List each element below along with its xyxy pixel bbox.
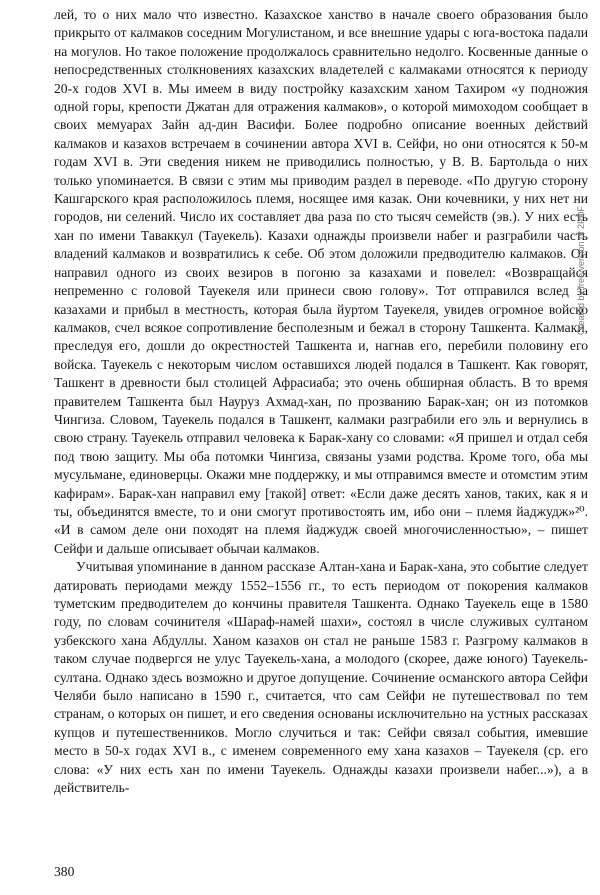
page-number: 380 — [54, 864, 75, 879]
pdf-watermark: Created by free version of 2PDF — [576, 205, 586, 335]
paragraph-dating: Учитывая упоминание в данном рассказе Алтан-хана и Барак-хана, это событие следует датировать периодами между 1552–1556 гг., то есть периодом от покорения калмаков туметским предводителем до кончины правителя Ташкента. Однако Тауекель еще в 1580 году, по словам сочинителя «Шараф-намей шахи», состоял в числе служивых султаном узбекского хана Абдуллы. Ханом казахов он стал не раньше 1583 г. Разгрому калмаков в таком случае подвергся не улус Тауекель-хана, а молодого (скорее, даже юного) Тауекель-султана. Однако здесь возможно и другое допущение. Сочинение османского автора Сейфи Челяби было написано в 1590 г., считается, что сам Сейфи не путешествовал по тем странам, о которых он пишет, и его сведения основаны исключительно на устных рассказах купцов и путешественников. Могло случиться и так: Сейфи связал события, имевшие место в 50-х годах XVI в., с именем современного ему хана казахов – Тауекеля (ср. его слова: «У них есть хан по имени Тауекель. Однажды казахи произвели набег...»), а в действитель- — [54, 559, 588, 796]
page-body-text — [54, 6, 588, 797]
paragraph-continuation: лей, то о них мало что известно. Казахское ханство в начале своего образования было прикрыто от калмаков соседним Могулистаном, и все внешние удары с юга-востока падали на могулов. Но такое положение продолжалось сравнительно недолго. Косвенные данные о непосредственных столкновениях казахских владетелей с калмаками относятся к периоду 20-х годов XVI в. Мы имеем в виду постройку казахским ханом Тахиром «у подножия одной горы, крепости Джатан для отражения калмаков», о которой мимоходом сообщает в своих мемуарах Зайн ад-дин Васифи. Более подробно описание военных действий калмаков и казахов встречаем в сочинении автора XVI в. Сейфи, но они относятся к 50-м годам XVI в. Эти сведения никем не приводились полностью, у В. В. Бартольда о них только упоминается. В связи с этим мы приводим раздел в переводе. «По другую сторону Кашгарского края расположилось племя, носящее имя казак. Они кочевники, у них нет ни городов, ни селений. Число их составляет два раза по сто тысяч семейств (эв.). У них есть хан по имени Таваккул (Тауекель). Казахи однажды произвели набег и разграбили часть владений калмаков и возвратились к себе. Об этом доложили предводителю калмаков. Он направил одного из своих везиров в погоню за казахами и повелел: «Возвращайся непременно с головой Тауекеля или принеси свою голову». Тот отправился вслед за казахами и прибыл в местность, которая была йуртом Тауекеля, увидев огромное войско калмаков, счел всякое сопротивление бесполезным и бежал в сторону Ташкента. Калмаки, преследуя его, дошли до окрестностей Ташкента и, нагнав его, перебили половину его войска. Тауекель с некоторым числом оставшихся людей подался в Ташкент. Как говорят, Ташкент в древности был столицей Афрасиаба; это очень обширная область. В то время правителем Ташкента был Науруз Ахмад-хан, по прозванию Барак-хан; он из потомков Чингиза. Словом, Тауекель подался в Ташкент, калмаки разграбили его эль и вернулись в свою страну. Тауекель отправил человека к Барак-хану со словами: «Я пришел и отдал себя под твою защиту. Мы оба потомки Чингиза, связаны узами родства. Кроме того, оба мы мусульмане, единоверцы. Окажи мне поддержку, и мы отправимся вместе и отомстим этим кафирам». Барак-хан направил ему [такой] ответ: «Если даже десять ханов, таких, как я и ты, объединятся вместе, то и они смогут противостоять им, ибо они – племя йаджудж»²⁰. «И в самом деле они походят на племя йаджудж своей многочисленностью», – пишет Сейфи и дальше описывает обычаи калмаков. — [54, 7, 588, 556]
